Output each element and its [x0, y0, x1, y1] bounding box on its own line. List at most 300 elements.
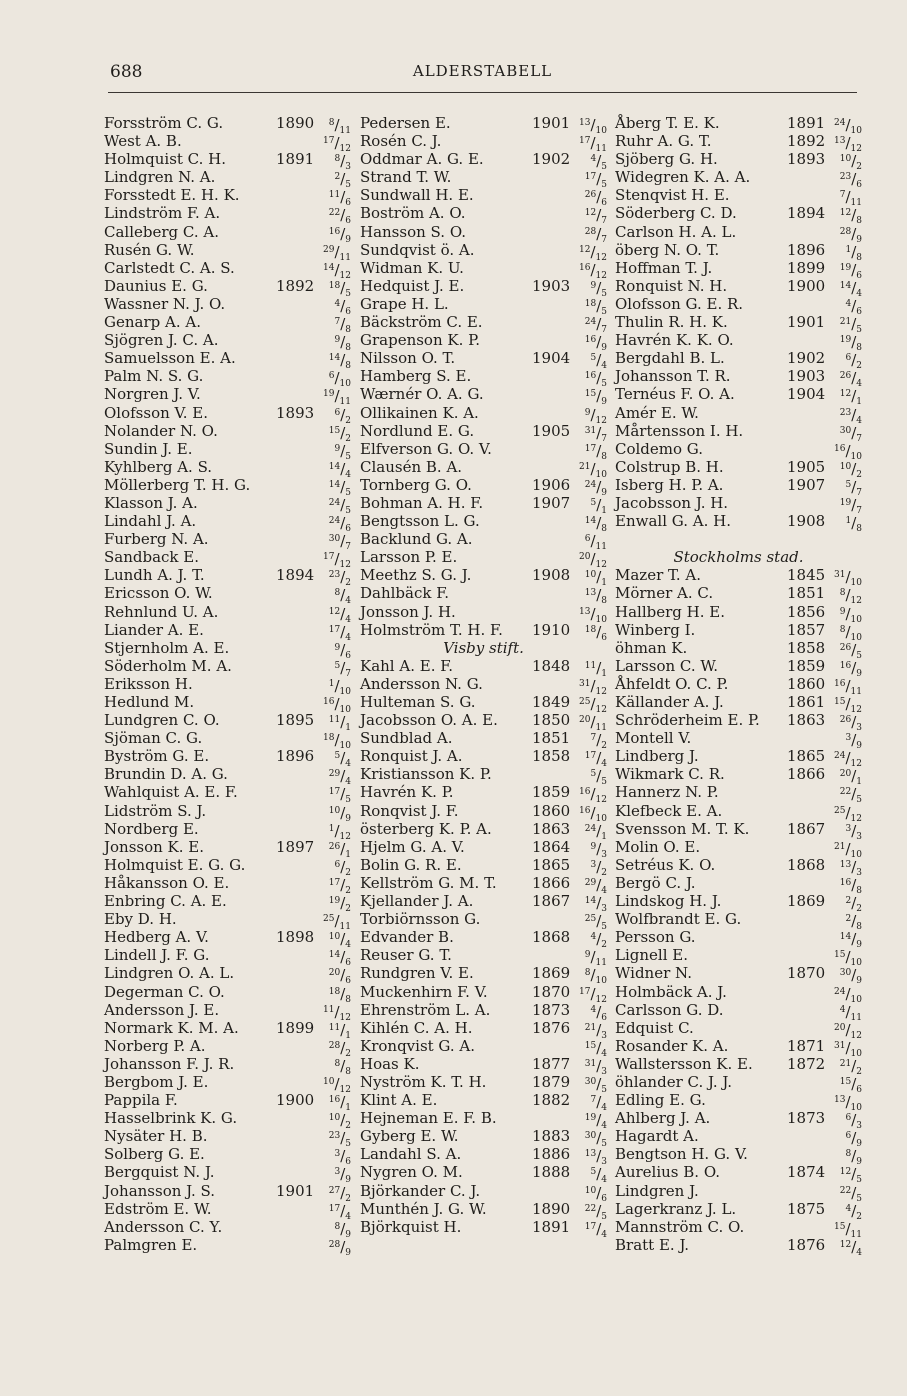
- date-month: 5: [601, 306, 607, 317]
- person-name: Havrén K. P.: [360, 783, 454, 802]
- date-month: 7: [601, 433, 607, 444]
- person-name: Nordberg E.: [104, 819, 199, 838]
- birth-year: 1894: [787, 204, 826, 223]
- birth-date: $^{17}/_5$: [584, 170, 607, 191]
- date-month: 4: [601, 1229, 607, 1240]
- date-month: 2: [345, 1048, 351, 1059]
- person-name: Rehnlund U. A.: [104, 602, 219, 621]
- date-day: 30: [584, 1131, 597, 1142]
- date-month: 5: [601, 922, 607, 933]
- birth-date: $^8/_9$: [334, 1219, 351, 1240]
- table-row: [615, 928, 862, 951]
- birth-date: $^{24}/_{10}$: [834, 984, 862, 1005]
- birth-year: 1886: [532, 1145, 571, 1164]
- person-name: Backlund G. A.: [360, 530, 473, 549]
- birth-date: $^{21}/_3$: [584, 1020, 607, 1041]
- table-row: [360, 349, 607, 372]
- person-name: Ronqvist J. F.: [360, 801, 459, 820]
- table-row: [104, 873, 351, 896]
- date-month: 9: [601, 397, 607, 408]
- date-month: 10: [850, 1103, 862, 1114]
- table-row: [104, 783, 351, 806]
- date-day: 31: [834, 570, 846, 581]
- person-name: Lindström F. A.: [104, 204, 221, 223]
- person-name: Nilsson O. T.: [360, 349, 456, 368]
- table-row: [615, 222, 862, 245]
- date-day: 8: [584, 968, 591, 979]
- table-row: [360, 819, 607, 842]
- date-day: 3: [845, 733, 852, 744]
- birth-year: 1876: [787, 1235, 826, 1254]
- date-month: 9: [345, 1247, 351, 1258]
- table-row: [615, 204, 862, 227]
- person-name: öhlander C. J. J.: [615, 1072, 732, 1091]
- person-name: Oddmar A. G. E.: [360, 150, 484, 169]
- date-day: 18: [328, 280, 341, 291]
- birth-year: 1896: [276, 747, 315, 766]
- date-month: 7: [856, 433, 862, 444]
- table-row: [360, 1036, 607, 1059]
- date-day: 22: [328, 208, 341, 219]
- table-row: [615, 294, 862, 317]
- birth-year: 1875: [787, 1199, 826, 1218]
- date-day: 10: [328, 932, 341, 943]
- birth-date: $^{24}/_9$: [584, 477, 607, 498]
- date-day: 5: [590, 769, 597, 780]
- table-row: [360, 403, 607, 426]
- table-row: [104, 1199, 351, 1222]
- person-name: Liander A. E.: [104, 620, 204, 639]
- birth-date: $^{20}/_1$: [839, 767, 862, 788]
- date-day: 1: [328, 823, 335, 834]
- birth-year: 1900: [276, 1091, 315, 1110]
- person-name: Enwall G. A. H.: [615, 512, 731, 531]
- date-day: 6: [845, 1113, 852, 1124]
- birth-date: $^2/_2$: [845, 894, 862, 915]
- date-day: 5: [590, 1167, 597, 1178]
- date-month: 4: [345, 759, 351, 770]
- date-month: 8: [345, 343, 351, 354]
- birth-date: $^{21}/_{10}$: [579, 459, 607, 480]
- person-name: Bolin G. R. E.: [360, 855, 462, 874]
- person-name: Lindgren J.: [615, 1181, 699, 1200]
- date-month: 9: [345, 1175, 351, 1186]
- table-row: [360, 584, 607, 607]
- birth-date: $^{16}/_{10}$: [579, 803, 607, 824]
- person-name: Landahl S. A.: [360, 1145, 462, 1164]
- table-row: [360, 276, 607, 299]
- birth-date: $^{10}/_1$: [584, 568, 607, 589]
- date-day: 25: [584, 914, 597, 925]
- date-month: 11: [339, 397, 351, 408]
- birth-date: $^{11}/_1$: [584, 658, 607, 679]
- date-month: 7: [601, 216, 607, 227]
- birth-date: $^8/_{10}$: [584, 966, 607, 987]
- table-row: [360, 294, 607, 317]
- table-row: [360, 1217, 607, 1240]
- date-month: 8: [345, 1066, 351, 1077]
- table-row: [104, 240, 351, 263]
- date-day: 24: [328, 516, 341, 527]
- table-row: [104, 276, 351, 299]
- date-month: 6: [345, 216, 351, 227]
- person-name: Sundqvist ö. A.: [360, 240, 475, 259]
- birth-date: $^{17}/_4$: [328, 622, 351, 643]
- birth-year: 1851: [532, 729, 571, 748]
- date-month: 12: [595, 252, 607, 263]
- date-month: 3: [601, 849, 607, 860]
- birth-year: 1858: [532, 747, 571, 766]
- birth-date: $^{16}/_9$: [584, 333, 607, 354]
- birth-date: $^{13}/_3$: [584, 1147, 607, 1168]
- birth-date: $^{29}/_{11}$: [323, 242, 351, 263]
- birth-year: 1866: [532, 873, 571, 892]
- person-name: Bäckström C. E.: [360, 313, 483, 332]
- birth-date: $^4/_{11}$: [839, 1002, 862, 1023]
- page-header: [110, 62, 855, 92]
- birth-date: $^{23}/_5$: [328, 1129, 351, 1150]
- person-name: Lindgren N. A.: [104, 168, 216, 187]
- birth-year: 1870: [532, 982, 571, 1001]
- person-name: Åhfeldt O. C. P.: [615, 674, 729, 693]
- birth-date: $^{22}/_5$: [839, 785, 862, 806]
- table-row: [615, 1000, 862, 1023]
- person-name: Wærnér O. A. G.: [360, 385, 484, 404]
- table-row: [615, 620, 862, 643]
- person-name: Montell V.: [615, 729, 692, 748]
- birth-year: 1905: [787, 457, 826, 476]
- table-row: [104, 114, 351, 136]
- birth-date: $^{10}/_{12}$: [323, 1074, 351, 1095]
- date-month: 4: [345, 632, 351, 643]
- person-name: Wahlquist A. E. F.: [104, 783, 238, 802]
- birth-date: $^{15}/_6$: [839, 1074, 862, 1095]
- person-name: Stjernholm A. E.: [104, 638, 230, 657]
- table-row: [104, 313, 351, 336]
- table-row: [104, 530, 351, 553]
- date-day: 23: [328, 1131, 341, 1142]
- person-name: Larsson P. E.: [360, 548, 458, 567]
- date-day: 10: [328, 805, 341, 816]
- date-day: 3: [845, 823, 852, 834]
- birth-date: $^1/_{10}$: [328, 676, 351, 697]
- birth-year: 1869: [787, 892, 826, 911]
- date-month: 4: [601, 759, 607, 770]
- person-name: Klefbeck E. A.: [615, 801, 723, 820]
- person-name: Lindberg J.: [615, 747, 699, 766]
- table-row: [360, 946, 607, 969]
- date-month: 2: [856, 162, 862, 173]
- table-row: [615, 837, 862, 860]
- date-month: 4: [601, 1103, 607, 1114]
- date-day: 21: [839, 317, 852, 328]
- birth-year: 1893: [787, 150, 826, 169]
- person-name: Stenqvist H. E.: [615, 186, 730, 205]
- person-name: Norgren J. V.: [104, 385, 201, 404]
- person-name: Byström G. E.: [104, 747, 210, 766]
- birth-year: 1865: [532, 855, 571, 874]
- birth-year: 1895: [276, 711, 315, 730]
- table-row: [104, 566, 351, 589]
- date-day: 31: [584, 425, 597, 436]
- person-name: Hoas K.: [360, 1054, 420, 1073]
- birth-date: $^6/_{10}$: [328, 369, 351, 390]
- date-month: 5: [601, 288, 607, 299]
- date-month: 1: [345, 723, 351, 734]
- person-name: Hedlund M.: [104, 693, 195, 711]
- table-row: [104, 222, 351, 245]
- date-month: 6: [345, 1157, 351, 1168]
- birth-year: 1859: [787, 656, 826, 675]
- birth-date: $^5/_4$: [590, 1165, 607, 1186]
- column-1: [104, 114, 351, 1258]
- table-row: [360, 729, 607, 752]
- table-row: [360, 566, 607, 589]
- date-day: 21: [834, 841, 846, 852]
- date-month: 7: [856, 487, 862, 498]
- date-month: 12: [850, 596, 862, 607]
- table-row: [360, 656, 607, 679]
- date-day: 22: [839, 787, 852, 798]
- table-row: [615, 512, 862, 535]
- date-month: 5: [856, 1193, 862, 1204]
- date-day: 5: [334, 751, 341, 762]
- person-name: Torbiörnsson G.: [360, 910, 481, 929]
- birth-date: $^{13}/_{12}$: [834, 134, 862, 155]
- birth-date: $^{12}/_4$: [839, 1237, 862, 1258]
- table-row: [615, 1054, 862, 1077]
- person-name: Edvander B.: [360, 928, 454, 947]
- date-day: 30: [839, 425, 852, 436]
- person-name: Norberg P. A.: [104, 1036, 206, 1055]
- date-day: 12: [584, 208, 597, 219]
- person-name: Håkansson O. E.: [104, 873, 230, 892]
- date-day: 26: [839, 642, 852, 653]
- table-row: [360, 964, 607, 987]
- table-row: [360, 548, 607, 571]
- birth-year: 1907: [532, 493, 571, 512]
- person-name: Lignell E.: [615, 946, 688, 965]
- person-name: Wallstersson K. E.: [615, 1054, 753, 1073]
- table-row: [615, 910, 862, 933]
- birth-year: 1845: [787, 566, 826, 585]
- person-name: Lindahl J. A.: [104, 512, 197, 531]
- person-name: Mazer T. A.: [615, 566, 701, 585]
- birth-date: $^{14}/_3$: [584, 894, 607, 915]
- date-month: 1: [345, 1103, 351, 1114]
- birth-year: 1904: [787, 385, 826, 404]
- date-month: 6: [345, 958, 351, 969]
- table-row: [104, 1036, 351, 1059]
- table-row: [104, 403, 351, 426]
- birth-date: $^6/_2$: [334, 857, 351, 878]
- date-day: 10: [584, 1185, 597, 1196]
- table-row: [360, 873, 607, 896]
- date-day: 24: [834, 986, 846, 997]
- person-name: Reuser G. T.: [360, 946, 452, 965]
- birth-year: 1848: [532, 656, 571, 675]
- table-row: [104, 729, 351, 752]
- birth-date: $^{17}/_2$: [328, 875, 351, 896]
- birth-year: 1867: [787, 819, 826, 838]
- date-month: 10: [595, 976, 607, 987]
- birth-date: $^{24}/_{10}$: [834, 116, 862, 136]
- date-day: 9: [590, 841, 597, 852]
- birth-date: $^{12}/_4$: [328, 604, 351, 625]
- table-row: [615, 801, 862, 824]
- birth-date: $^{16}/_9$: [839, 658, 862, 679]
- date-month: 5: [345, 795, 351, 806]
- person-name: Kellström G. M. T.: [360, 873, 497, 892]
- date-day: 5: [590, 353, 597, 364]
- date-month: 2: [345, 904, 351, 915]
- date-month: 12: [595, 705, 607, 715]
- person-name: Nysäter H. B.: [104, 1127, 208, 1146]
- table-row: [360, 150, 607, 173]
- date-day: 1: [845, 244, 852, 255]
- date-month: 3: [601, 1030, 607, 1041]
- date-month: 6: [601, 198, 607, 209]
- date-day: 13: [834, 136, 846, 147]
- person-name: Johansson F. J. R.: [104, 1054, 235, 1073]
- date-month: 12: [339, 831, 351, 842]
- person-name: Widegren K. A. A.: [615, 168, 751, 187]
- date-month: 8: [856, 524, 862, 535]
- birth-date: $^{14}/_4$: [328, 459, 351, 480]
- date-day: 21: [839, 1058, 852, 1069]
- date-day: 9: [334, 642, 341, 653]
- birth-date: $^{16}/_5$: [584, 369, 607, 390]
- date-day: 6: [584, 534, 591, 545]
- table-row: [615, 421, 862, 444]
- person-name: Holmquist C. H.: [104, 150, 227, 169]
- date-month: 5: [601, 379, 607, 390]
- birth-date: $^1/_8$: [845, 514, 862, 535]
- date-day: 30: [839, 968, 852, 979]
- date-day: 24: [584, 317, 597, 328]
- date-month: 12: [850, 1030, 862, 1041]
- date-day: 9: [839, 606, 846, 617]
- date-month: 2: [345, 578, 351, 589]
- date-day: 7: [839, 190, 846, 201]
- table-row: [104, 819, 351, 842]
- table-row: [104, 204, 351, 227]
- birth-year: 1900: [787, 276, 826, 295]
- date-month: 2: [345, 415, 351, 426]
- birth-year: 1851: [787, 584, 826, 603]
- date-month: 10: [339, 741, 351, 752]
- person-name: Bengtsson L. G.: [360, 512, 480, 531]
- table-row: [104, 439, 351, 462]
- date-day: 14: [839, 932, 852, 943]
- person-name: Jacobsson O. A. E.: [360, 711, 498, 730]
- date-month: 5: [345, 505, 351, 516]
- date-month: 11: [339, 922, 351, 933]
- date-day: 13: [579, 118, 591, 128]
- date-month: 4: [345, 469, 351, 480]
- date-day: 3: [590, 859, 597, 870]
- table-row: [615, 258, 862, 281]
- person-name: Ehrenström L. A.: [360, 1000, 491, 1019]
- birth-date: $^{25}/_5$: [584, 912, 607, 933]
- birth-date: $^{31}/_3$: [584, 1056, 607, 1077]
- date-month: 6: [601, 1012, 607, 1023]
- birth-date: $^{29}/_4$: [584, 875, 607, 896]
- table-row: [104, 584, 351, 607]
- date-day: 23: [328, 570, 341, 581]
- table-row: [615, 1018, 862, 1041]
- person-name: Jacobsson J. H.: [615, 493, 729, 512]
- date-day: 16: [579, 262, 591, 273]
- birth-year: 1867: [532, 892, 571, 911]
- person-name: Carlstedt C. A. S.: [104, 258, 235, 277]
- birth-year: 1901: [276, 1181, 315, 1200]
- person-name: Rusén G. W.: [104, 240, 195, 259]
- birth-date: $^{28}/_9$: [839, 224, 862, 245]
- date-day: 15: [584, 389, 597, 400]
- birth-date: $^{24}/_5$: [328, 495, 351, 516]
- table-row: [104, 493, 351, 516]
- date-day: 16: [328, 1095, 341, 1106]
- birth-date: $^{19}/_6$: [839, 260, 862, 281]
- table-row: [104, 421, 351, 444]
- date-month: 10: [850, 451, 862, 462]
- birth-date: $^{16}/_{10}$: [834, 441, 862, 462]
- date-month: 6: [345, 524, 351, 535]
- birth-date: $^{28}/_9$: [328, 1237, 351, 1258]
- date-month: 12: [595, 994, 607, 1005]
- birth-date: $^{16}/_9$: [328, 224, 351, 245]
- table-row: [104, 294, 351, 317]
- date-month: 5: [601, 777, 607, 788]
- person-name: Olofsson G. E. R.: [615, 294, 744, 313]
- date-day: 16: [834, 443, 846, 454]
- date-day: 3: [334, 1149, 341, 1160]
- table-row: [360, 168, 607, 191]
- date-day: 13: [584, 588, 597, 599]
- date-month: 2: [601, 940, 607, 951]
- birth-year: 1858: [787, 638, 826, 657]
- date-month: 2: [856, 361, 862, 372]
- date-day: 18: [584, 298, 597, 309]
- date-month: 4: [856, 288, 862, 299]
- birth-date: $^{16}/_{10}$: [323, 695, 351, 715]
- date-day: 10: [584, 570, 597, 581]
- date-day: 24: [584, 479, 597, 490]
- date-day: 14: [328, 950, 341, 961]
- date-day: 5: [334, 660, 341, 671]
- date-day: 17: [328, 877, 341, 888]
- birth-date: $^{14}/_8$: [328, 351, 351, 372]
- date-day: 5: [845, 479, 852, 490]
- person-name: West A. B.: [104, 132, 182, 151]
- table-row: [615, 729, 862, 752]
- birth-date: $^{30}/_7$: [839, 423, 862, 444]
- table-row: [360, 331, 607, 354]
- table-row: [360, 928, 607, 951]
- table-row: [104, 1054, 351, 1077]
- date-month: 12: [339, 1084, 351, 1095]
- date-day: 15: [328, 425, 341, 436]
- person-name: Bergbom J. E.: [104, 1072, 209, 1091]
- birth-date: $^7/_{11}$: [839, 188, 862, 209]
- person-name: Holmquist E. G. G.: [104, 855, 246, 874]
- date-day: 19: [839, 262, 852, 273]
- birth-date: $^{22}/_5$: [584, 1201, 607, 1222]
- table-row: [615, 855, 862, 878]
- date-day: 29: [328, 769, 341, 780]
- table-row: [615, 114, 862, 136]
